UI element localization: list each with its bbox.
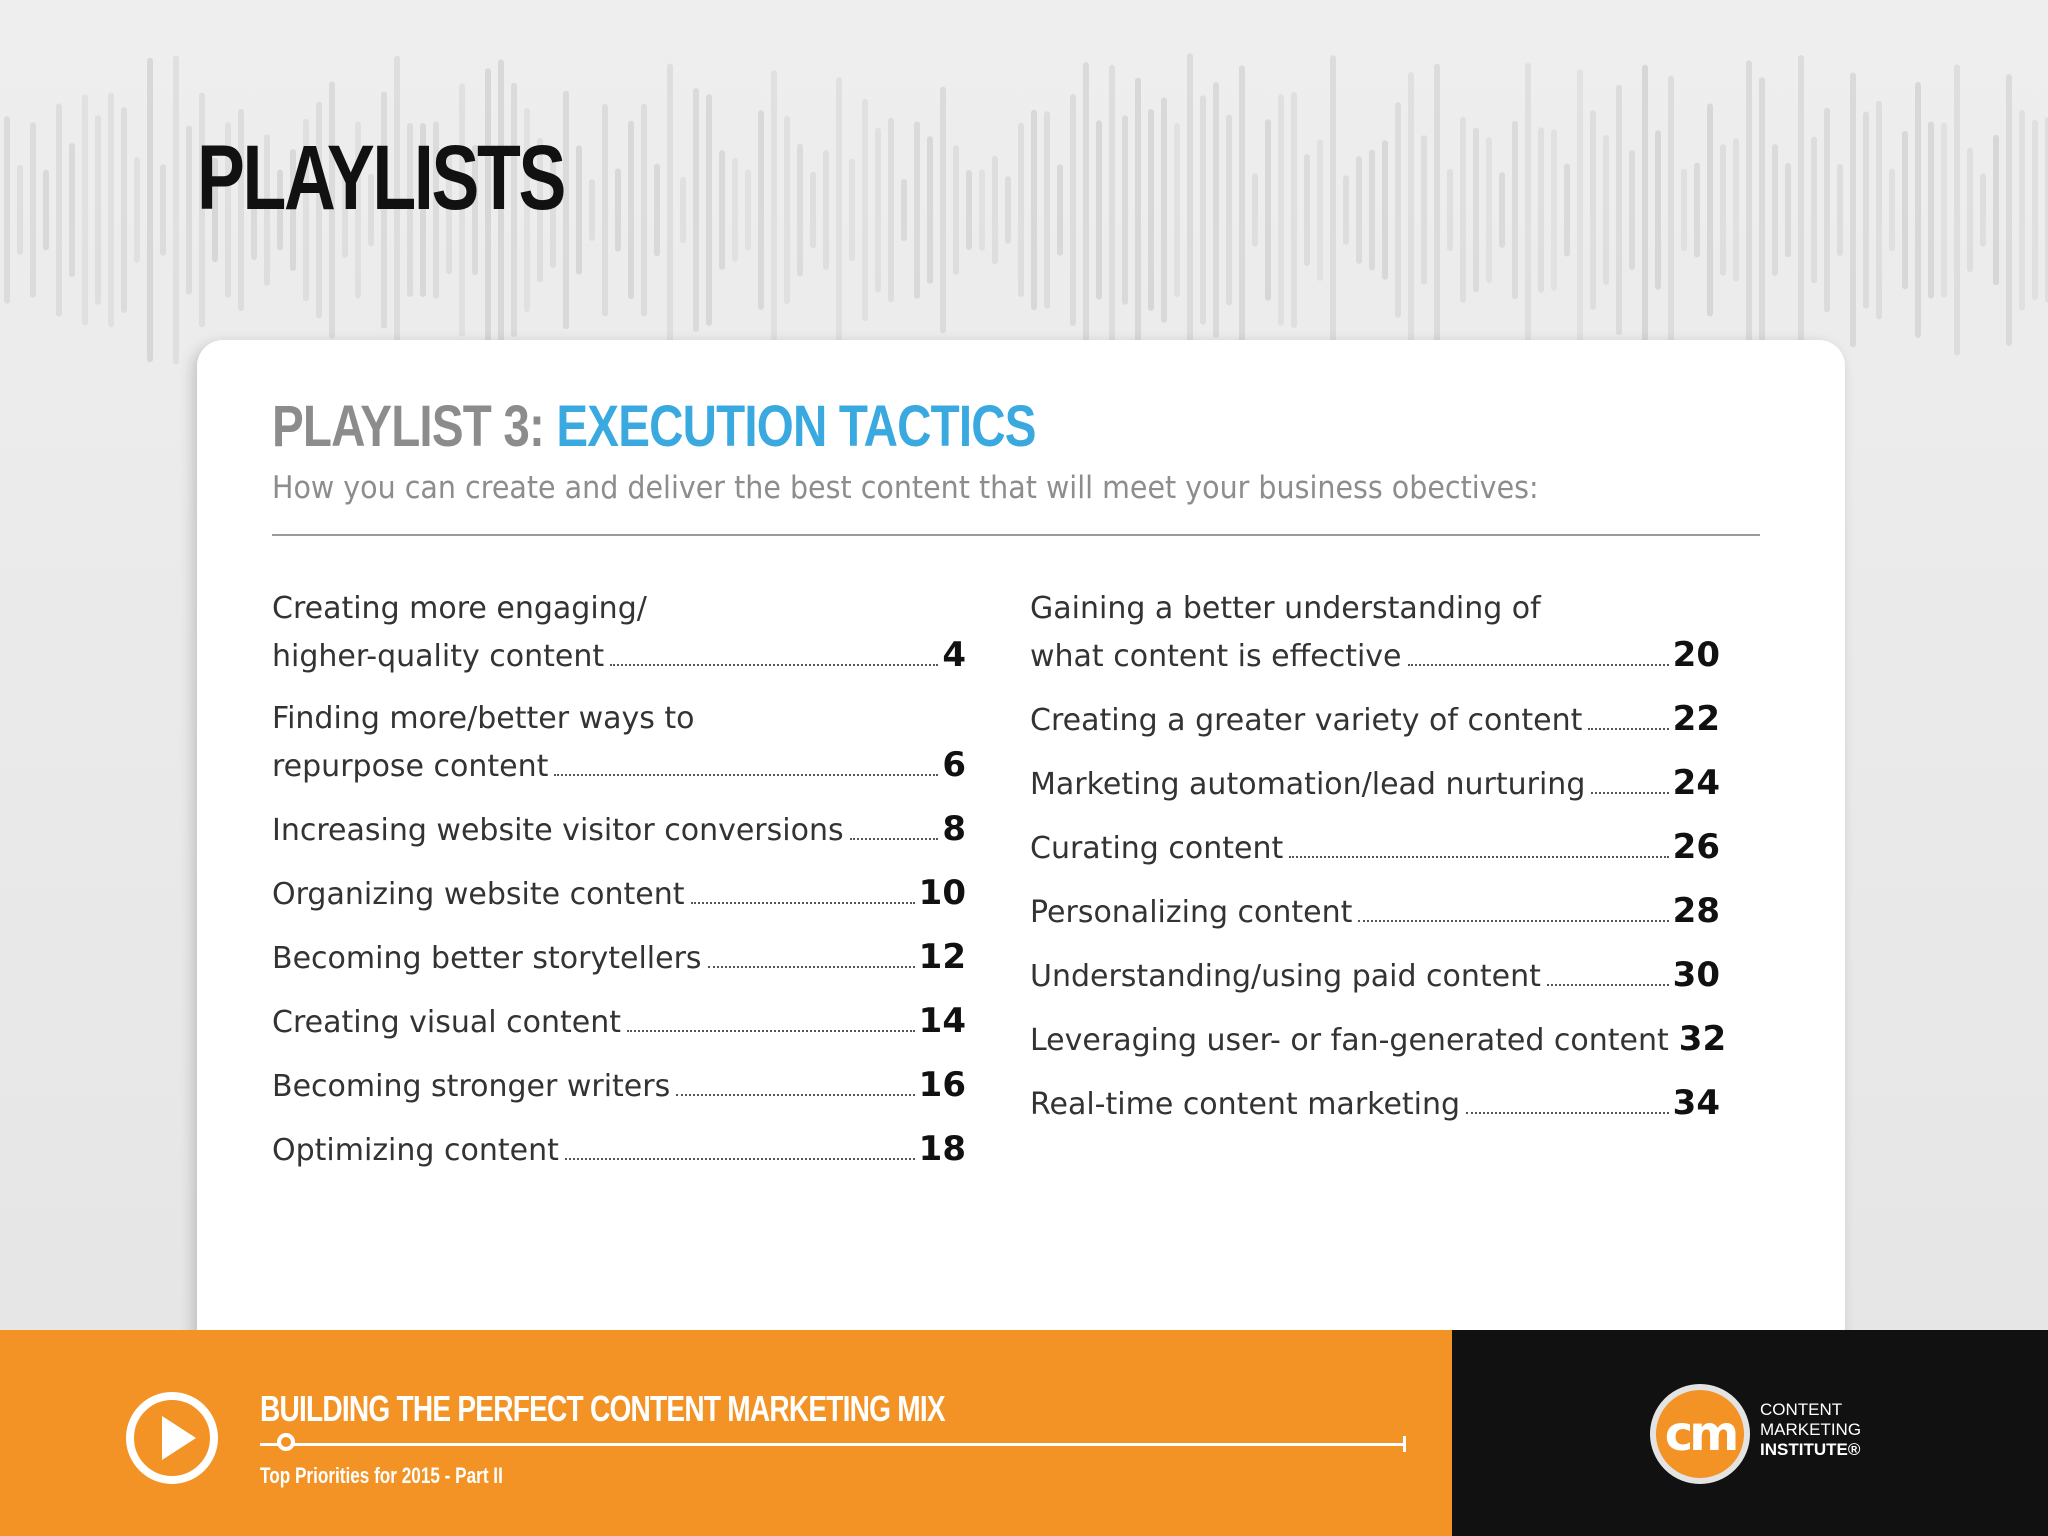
dot-leader <box>1466 1112 1669 1114</box>
waveform-bar <box>1850 73 1856 348</box>
waveform-bar <box>1096 120 1102 299</box>
waveform-bar <box>1525 63 1531 357</box>
toc-item-row <box>272 870 966 918</box>
waveform-bar <box>953 145 959 275</box>
toc-page-number: 14 <box>918 1001 966 1041</box>
waveform-bar <box>836 77 842 343</box>
waveform-bar <box>1902 131 1908 289</box>
waveform-bar <box>1629 150 1635 270</box>
playlist-subtitle: How you can create and deliver the best content that will meet your business obectives: <box>272 470 1539 506</box>
page-title: PLAYLISTS <box>197 127 565 229</box>
toc-page-number: 22 <box>1672 699 1720 739</box>
waveform-bar <box>1408 72 1414 348</box>
waveform-bar <box>1499 172 1505 248</box>
waveform-bar <box>1551 129 1557 290</box>
waveform-bar <box>1135 78 1141 343</box>
logo-line: MARKETING <box>1760 1420 1862 1439</box>
toc-item[interactable] <box>1030 824 1720 872</box>
waveform-bar <box>1109 65 1115 355</box>
cmi-logo-icon: cm <box>1650 1384 1750 1484</box>
logo-line: INSTITUTE® <box>1760 1440 1861 1459</box>
toc-item-label: repurpose content <box>272 749 549 784</box>
waveform-bar <box>797 144 803 277</box>
toc-item-label: Leveraging user- or fan-generated content <box>1030 1023 1669 1058</box>
waveform-bar <box>1369 150 1375 271</box>
waveform-bar <box>1798 55 1804 365</box>
waveform-bar <box>771 70 777 349</box>
waveform-bar <box>1044 111 1050 308</box>
waveform-bar <box>1993 135 1999 285</box>
waveform-bar <box>56 103 62 316</box>
waveform-bar <box>1746 60 1752 359</box>
waveform-bar <box>43 170 49 250</box>
dot-leader <box>627 1030 915 1032</box>
waveform-bar <box>1967 148 1973 272</box>
waveform-bar <box>1486 137 1492 283</box>
footer-logo-panel <box>1452 1330 2048 1536</box>
waveform-bar <box>82 95 88 326</box>
waveform-bar <box>108 93 114 328</box>
waveform-bar <box>1590 110 1596 310</box>
waveform-bar <box>758 110 764 310</box>
waveform-bar <box>641 104 647 317</box>
waveform-bar <box>1213 82 1219 337</box>
waveform-bar <box>1447 169 1453 251</box>
waveform-bar <box>1733 138 1739 281</box>
waveform-bar <box>1707 104 1713 317</box>
waveform-bar <box>810 172 816 249</box>
waveform-bar <box>1239 65 1245 354</box>
dot-leader <box>676 1094 914 1096</box>
waveform-bar <box>17 165 23 255</box>
toc-item[interactable] <box>1030 888 1720 936</box>
waveform-bar <box>1317 139 1323 281</box>
waveform-bar <box>706 94 712 326</box>
waveform-bar <box>992 156 998 264</box>
toc-item-label: Optimizing content <box>272 1133 559 1168</box>
waveform-bar <box>1291 92 1297 328</box>
toc-item-row <box>272 934 966 982</box>
waveform-bar <box>1382 140 1388 279</box>
playlist-number: PLAYLIST 3: <box>272 394 557 459</box>
waveform-bar <box>719 150 725 270</box>
waveform-bar <box>147 58 153 362</box>
waveform-bar <box>1720 144 1726 276</box>
toc-item[interactable] <box>272 1062 966 1110</box>
waveform-bar <box>1889 169 1895 252</box>
waveform-bar <box>4 116 10 304</box>
waveform-bar <box>875 128 881 293</box>
toc-item[interactable] <box>1030 1080 1720 1128</box>
toc-item[interactable] <box>1030 952 1720 1000</box>
play-icon[interactable] <box>124 1390 220 1486</box>
waveform-bar <box>1577 69 1583 350</box>
waveform-bar <box>1512 121 1518 300</box>
waveform-bar <box>680 177 686 243</box>
waveform-bar <box>1148 109 1154 311</box>
toc-item[interactable] <box>1030 760 1720 808</box>
waveform-bar <box>30 122 36 297</box>
waveform-bar <box>1694 163 1700 258</box>
toc-item-label: Curating content <box>1030 831 1284 866</box>
waveform-bar <box>121 107 127 313</box>
toc-item-label: Becoming stronger writers <box>272 1069 671 1104</box>
toc-page-number: 12 <box>918 937 966 977</box>
waveform-bar <box>1876 101 1882 320</box>
toc-page-number: 6 <box>942 745 966 785</box>
toc-item-label: Marketing automation/lead nurturing <box>1030 767 1586 802</box>
toc-page-number: 34 <box>1672 1083 1720 1123</box>
waveform-bar <box>1265 119 1271 300</box>
waveform-bar <box>1174 123 1180 297</box>
toc-page-number: 28 <box>1672 891 1720 931</box>
toc-item-label: Gaining a better understanding of <box>1030 591 1541 626</box>
dot-leader <box>850 838 939 840</box>
waveform-bar <box>615 168 621 251</box>
waveform-bar <box>1200 95 1206 325</box>
waveform-bar <box>2019 110 2025 310</box>
toc-item[interactable] <box>272 934 966 982</box>
waveform-bar <box>979 169 985 251</box>
toc-item-label: Personalizing content <box>1030 895 1353 930</box>
toc-item-label: Becoming better storytellers <box>272 941 702 976</box>
toc-item-label: Organizing website content <box>272 877 685 912</box>
toc-item[interactable] <box>1030 1016 1727 1064</box>
progress-track-end <box>1403 1436 1406 1452</box>
toc-page-number: 4 <box>942 635 966 675</box>
dot-leader <box>1588 728 1668 730</box>
waveform-bar <box>1772 144 1778 276</box>
divider <box>272 534 1760 536</box>
waveform-bar <box>823 150 829 270</box>
waveform-bar <box>186 125 192 294</box>
dot-leader <box>1289 856 1668 858</box>
toc-item[interactable] <box>272 870 966 918</box>
waveform-bar <box>2032 120 2038 300</box>
waveform-bar <box>1538 127 1544 292</box>
toc-item-row <box>272 742 966 790</box>
toc-item-label: Increasing website visitor conversions <box>272 813 844 848</box>
waveform-bar <box>940 87 946 333</box>
toc-page-number: 18 <box>918 1129 966 1169</box>
logo-line: CONTENT <box>1760 1400 1843 1419</box>
waveform-bar <box>134 157 140 263</box>
toc-item-row <box>1030 696 1720 744</box>
waveform-bar <box>1161 97 1167 322</box>
playlist-name: EXECUTION TACTICS <box>556 394 1036 459</box>
waveform-bar <box>1954 65 1960 356</box>
toc-page-number: 16 <box>918 1065 966 1105</box>
cmi-logo-text <box>1760 1400 1861 1460</box>
waveform-bar <box>1811 137 1817 284</box>
dot-leader <box>1591 792 1668 794</box>
toc-item-row <box>272 696 966 742</box>
dot-leader <box>1408 664 1669 666</box>
toc-item-row <box>1030 632 1720 680</box>
toc-item-label: Finding more/better ways to <box>272 701 695 736</box>
footer-subtitle: Top Priorities for 2015 - Part II <box>260 1463 503 1488</box>
waveform-bar <box>1083 62 1089 358</box>
waveform-bar <box>1187 54 1193 367</box>
toc-item-row <box>272 632 966 680</box>
toc-item-row <box>1030 1016 1727 1064</box>
waveform-bar <box>667 63 673 356</box>
waveform-bar <box>784 116 790 304</box>
dot-leader <box>691 902 915 904</box>
toc-item-row <box>1030 586 1720 632</box>
waveform-bar <box>901 179 907 241</box>
waveform-bar <box>628 121 634 300</box>
waveform-bar <box>589 179 595 241</box>
waveform-bar <box>1655 130 1661 289</box>
waveform-bar <box>1070 94 1076 326</box>
toc-item-row <box>272 806 966 854</box>
waveform-bar <box>1759 77 1765 342</box>
waveform-bar <box>173 56 179 364</box>
waveform-bar <box>576 145 582 274</box>
toc-page-number: 8 <box>942 809 966 849</box>
waveform-bar <box>1226 115 1232 306</box>
waveform-bar <box>1668 76 1674 345</box>
toc-item-row <box>272 1126 966 1174</box>
toc-item-row <box>1030 952 1720 1000</box>
playlist-heading <box>272 395 1036 459</box>
toc-item[interactable] <box>1030 586 1720 680</box>
dot-leader <box>1358 920 1668 922</box>
dot-leader <box>554 774 938 776</box>
waveform-bar <box>966 170 972 250</box>
waveform-bar <box>2006 74 2012 346</box>
toc-item-label: Creating visual content <box>272 1005 621 1040</box>
waveform-bar <box>1915 82 1921 338</box>
toc-item-label: what content is effective <box>1030 639 1402 674</box>
waveform-bar <box>1343 175 1349 244</box>
waveform-bar <box>1356 156 1362 264</box>
waveform-bar <box>654 164 660 257</box>
waveform-bar <box>1473 128 1479 293</box>
waveform-bar <box>1824 108 1830 313</box>
waveform-bar <box>1616 85 1622 335</box>
toc-item-row <box>1030 760 1720 808</box>
waveform-bar <box>160 164 166 255</box>
toc-item[interactable] <box>272 998 966 1046</box>
dot-leader <box>708 966 915 968</box>
toc-item[interactable] <box>272 586 966 680</box>
waveform-bar <box>1980 173 1986 246</box>
dot-leader <box>610 664 938 666</box>
toc-column-left <box>272 586 966 1190</box>
waveform-bar <box>1278 94 1284 325</box>
toc-page-number: 20 <box>1672 635 1720 675</box>
waveform-bar <box>1005 176 1011 244</box>
waveform-bar <box>1122 115 1128 304</box>
toc-item-label: Understanding/using paid content <box>1030 959 1541 994</box>
waveform-bar <box>1460 117 1466 303</box>
playlist-card <box>197 340 1845 1380</box>
waveform-bar <box>1642 65 1648 356</box>
dot-leader <box>565 1158 915 1160</box>
toc-item-row <box>1030 888 1720 936</box>
toc-item-row <box>272 586 966 632</box>
toc-page-number: 10 <box>918 873 966 913</box>
waveform-bar <box>888 118 894 302</box>
waveform-bar <box>1863 111 1869 308</box>
waveform-bar <box>1252 173 1258 246</box>
waveform-bar <box>1421 135 1427 284</box>
toc-item-label: Real-time content marketing <box>1030 1087 1461 1122</box>
waveform-bar <box>693 88 699 332</box>
waveform-bar <box>1941 123 1947 298</box>
toc-item-row <box>272 998 966 1046</box>
toc-item[interactable] <box>1030 696 1720 744</box>
waveform-bar <box>732 158 738 262</box>
waveform-bar <box>1785 163 1791 257</box>
waveform-bar <box>1018 123 1024 297</box>
waveform-bar <box>862 99 868 321</box>
progress-track[interactable] <box>260 1443 1406 1446</box>
waveform-bar <box>1564 163 1570 256</box>
waveform-bar <box>1681 169 1687 251</box>
waveform-bar <box>602 104 608 316</box>
footer-title: BUILDING THE PERFECT CONTENT MARKETING MIX <box>260 1388 945 1429</box>
toc-item-row <box>1030 1080 1720 1128</box>
waveform-bar <box>1057 164 1063 255</box>
waveform-bar <box>69 143 75 277</box>
waveform-bar <box>95 115 101 305</box>
toc-item-row <box>1030 824 1720 872</box>
toc-item-label: Creating a greater variety of content <box>1030 703 1583 738</box>
toc-item-row <box>272 1062 966 1110</box>
toc-page-number: 24 <box>1672 763 1720 803</box>
waveform-bar <box>914 121 920 298</box>
waveform-bar <box>1031 110 1037 310</box>
toc-item[interactable] <box>272 806 966 854</box>
waveform-bar <box>1434 64 1440 356</box>
toc-item-label: Creating more engaging/ <box>272 591 647 626</box>
toc-column-right <box>1030 586 1727 1144</box>
toc-page-number: 26 <box>1672 827 1720 867</box>
waveform-bar <box>927 136 933 284</box>
toc-page-number: 32 <box>1678 1019 1727 1059</box>
toc-item[interactable] <box>272 1126 966 1174</box>
toc-page-number: 30 <box>1672 955 1720 995</box>
toc-item[interactable] <box>272 696 966 790</box>
waveform-bar <box>745 169 751 250</box>
waveform-bar <box>1304 154 1310 266</box>
waveform-bar <box>849 159 855 262</box>
toc-item-label: higher-quality content <box>272 639 605 674</box>
waveform-bar <box>1330 55 1336 364</box>
waveform-bar <box>1837 164 1843 256</box>
dot-leader <box>1547 984 1669 986</box>
waveform-bar <box>1928 122 1934 299</box>
waveform-bar <box>1395 102 1401 318</box>
waveform-bar <box>1603 135 1609 285</box>
